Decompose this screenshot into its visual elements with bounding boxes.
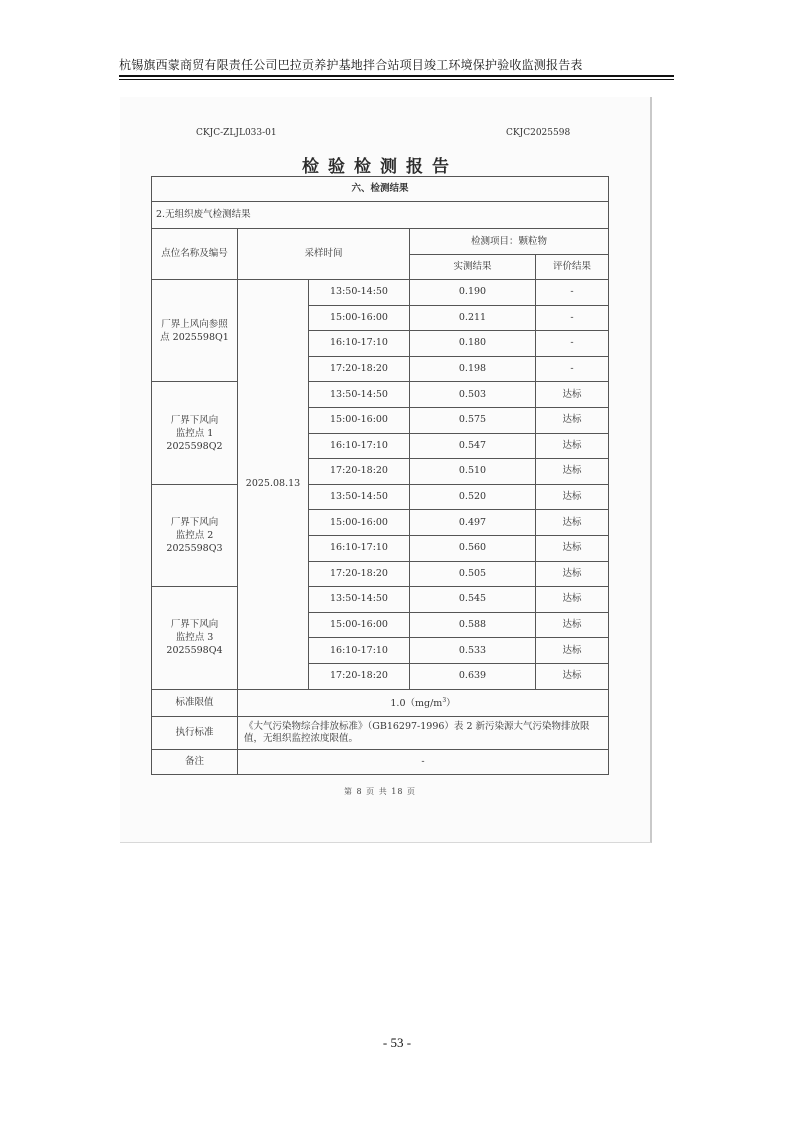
table-row	[152, 484, 609, 510]
sampling-time-cell: 13:50-14:50	[309, 280, 410, 306]
evaluation-cell: 达标	[536, 459, 609, 485]
measured-value-cell: 0.639	[410, 663, 536, 689]
measured-value-cell: 0.510	[410, 459, 536, 485]
document-header-title: 杭锡旗西蒙商贸有限责任公司巴拉贡养护基地拌合站项目竣工环境保护验收监测报告表	[119, 58, 583, 72]
sampling-time-cell: 15:00-16:00	[309, 407, 410, 433]
measured-value-cell: 0.545	[410, 587, 536, 613]
header-rule-thick	[119, 75, 674, 77]
header-rule-thin	[119, 79, 674, 80]
sampling-time-cell: 16:10-17:10	[309, 535, 410, 561]
sampling-time-cell: 17:20-18:20	[309, 459, 410, 485]
evaluation-cell: -	[536, 280, 609, 306]
header-point: 点位名称及编号	[152, 229, 238, 280]
limit-value-close: ）	[446, 698, 456, 710]
measured-value-cell: 0.560	[410, 535, 536, 561]
table-row	[152, 382, 609, 408]
sampling-time-cell: 13:50-14:50	[309, 484, 410, 510]
measured-value-cell: 0.520	[410, 484, 536, 510]
page-number: - 53 -	[382, 1035, 412, 1050]
sampling-time-cell: 16:10-17:10	[309, 638, 410, 664]
form-code: CKJC-ZLJL033-01	[196, 128, 277, 138]
point-name-cell: 厂界上风向参照 点 2025598Q1	[152, 280, 238, 382]
scan-page-note: 第 8 页 共 18 页	[344, 787, 416, 796]
table-row	[152, 280, 609, 306]
sampling-time-cell: 17:20-18:20	[309, 356, 410, 382]
evaluation-cell: 达标	[536, 561, 609, 587]
evaluation-cell: 达标	[536, 638, 609, 664]
measured-value-cell: 0.211	[410, 305, 536, 331]
limit-value-text: 1.0（mg/m	[390, 698, 443, 710]
evaluation-cell: -	[536, 356, 609, 382]
sampling-time-cell: 15:00-16:00	[309, 510, 410, 536]
evaluation-cell: 达标	[536, 433, 609, 459]
evaluation-cell: 达标	[536, 382, 609, 408]
evaluation-cell: -	[536, 305, 609, 331]
evaluation-cell: 达标	[536, 407, 609, 433]
evaluation-cell: 达标	[536, 535, 609, 561]
sampling-time-cell: 13:50-14:50	[309, 587, 410, 613]
sampling-time-cell: 17:20-18:20	[309, 561, 410, 587]
evaluation-cell: 达标	[536, 663, 609, 689]
header-sampling-time: 采样时间	[238, 229, 410, 280]
evaluation-cell: 达标	[536, 587, 609, 613]
evaluation-cell: 达标	[536, 484, 609, 510]
standard-row	[152, 716, 609, 749]
evaluation-cell: 达标	[536, 510, 609, 536]
point-name-cell: 厂界下风向 监控点 2 2025598Q3	[152, 484, 238, 586]
limit-label: 标准限值	[152, 689, 238, 716]
limit-value	[238, 689, 609, 716]
measured-value-cell: 0.533	[410, 638, 536, 664]
limit-row	[152, 689, 609, 716]
header-evaluation: 评价结果	[536, 255, 609, 280]
evaluation-cell: 达标	[536, 612, 609, 638]
evaluation-cell: -	[536, 331, 609, 357]
note-label: 备注	[152, 749, 238, 774]
limit-unit-exponent: 3	[442, 696, 447, 704]
table-row	[152, 587, 609, 613]
measured-value-cell: 0.575	[410, 407, 536, 433]
sampling-time-cell: 15:00-16:00	[309, 612, 410, 638]
sampling-time-cell: 16:10-17:10	[309, 331, 410, 357]
sampling-time-cell: 17:20-18:20	[309, 663, 410, 689]
results-table	[151, 176, 609, 775]
report-number: CKJC2025598	[506, 128, 571, 138]
standard-label: 执行标准	[152, 716, 238, 749]
sampling-time-cell: 16:10-17:10	[309, 433, 410, 459]
header-test-item: 检测项目：颗粒物	[410, 229, 609, 255]
measured-value-cell: 0.503	[410, 382, 536, 408]
measured-value-cell: 0.190	[410, 280, 536, 306]
measured-value-cell: 0.588	[410, 612, 536, 638]
note-row	[152, 749, 609, 774]
note-value: -	[238, 749, 609, 774]
sampling-date-cell: 2025.08.13	[238, 280, 309, 690]
measured-value-cell: 0.505	[410, 561, 536, 587]
measured-value-cell: 0.198	[410, 356, 536, 382]
section-title: 六、检测结果	[152, 177, 609, 202]
measured-value-cell: 0.547	[410, 433, 536, 459]
header-measured-result: 实测结果	[410, 255, 536, 280]
sampling-time-cell: 13:50-14:50	[309, 382, 410, 408]
subsection-title: 2.无组织废气检测结果	[152, 202, 609, 229]
measured-value-cell: 0.180	[410, 331, 536, 357]
sampling-time-cell: 15:00-16:00	[309, 305, 410, 331]
point-name-cell: 厂界下风向 监控点 1 2025598Q2	[152, 382, 238, 484]
standard-text: 《大气污染物综合排放标准》（GB16297-1996）表 2 新污染源大气污染物排放限值，无组织监控浓度限值。	[238, 716, 609, 749]
measured-value-cell: 0.497	[410, 510, 536, 536]
report-title: 检验检测报告	[302, 157, 458, 177]
point-name-cell: 厂界下风向 监控点 3 2025598Q4	[152, 587, 238, 689]
